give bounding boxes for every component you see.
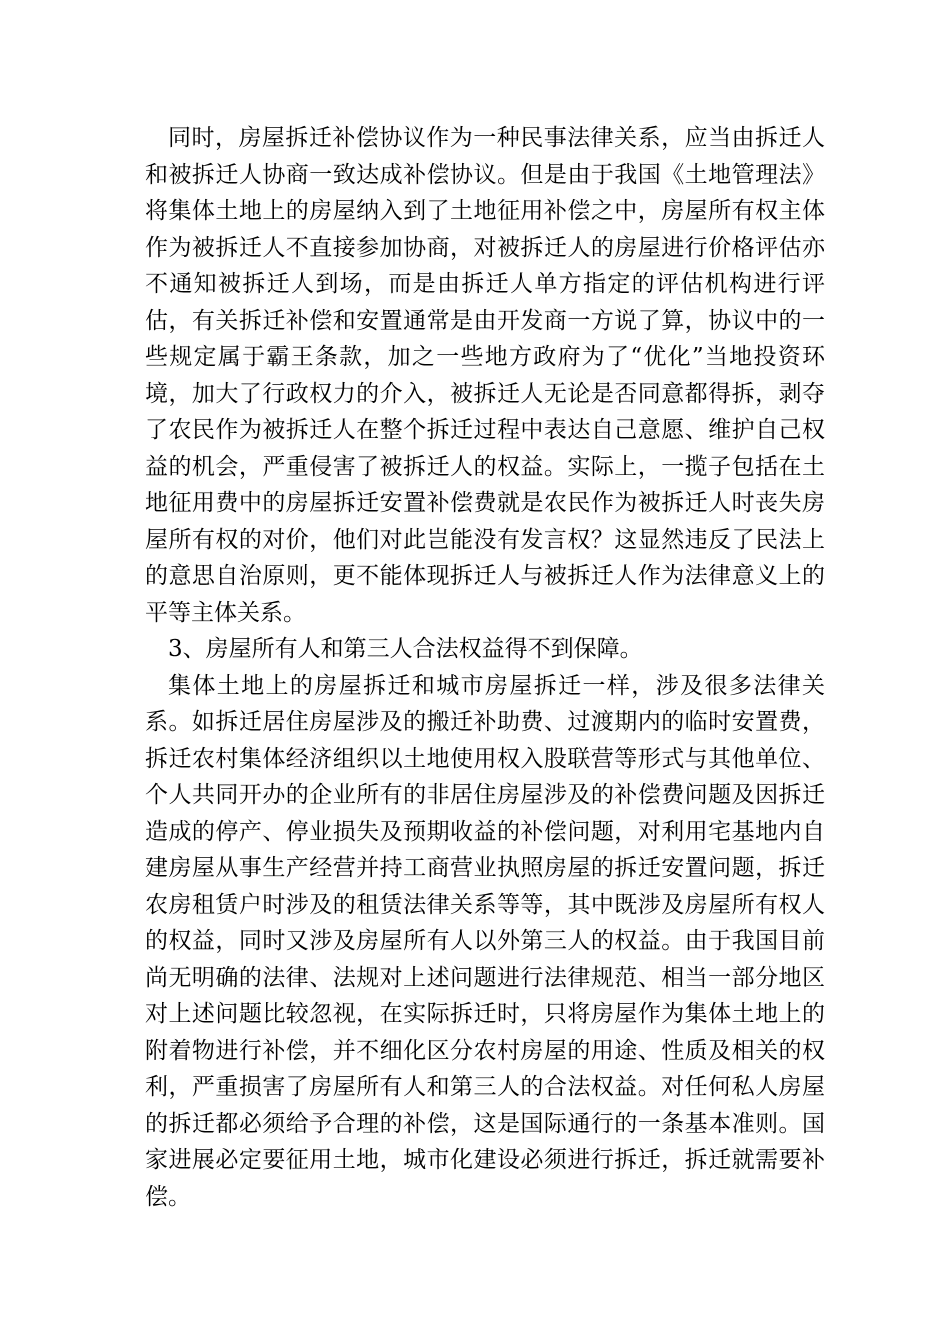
paragraph-compensation-agreement: 同时，房屋拆迁补偿协议作为一种民事法律关系，应当由拆迁人和被拆迁人协商一致达成补偿协议。但是由于我国《土地管理法》将集体土地上的房屋纳入到了土地征用补偿之中，房屋所有权主体作为被拆迁人不直接参加协商，对被拆迁人的房屋进行价格评估亦不通知被拆迁人到场，而是由拆迁人单方指定的评估机构进行评估，有关拆迁补偿和安置通常是由开发商一方说了算，协议中的一些规定属于霸王条款，加之一些地方政府为了“优化”当地投资环境，加大了行政权力的介入，被拆迁人无论是否同意都得拆，剥夺了农民作为被拆迁人在整个拆迁过程中表达自己意愿、维护自己权益的机会，严重侵害了被拆迁人的权益。实际上，一揽子包括在土地征用费中的房屋拆迁安置补偿费就是农民作为被拆迁人时丧失房屋所有权的对价，他们对此岂能没有发言权？这显然违反了民法上的意思自治原则，更不能体现拆迁人与被拆迁人作为法律意义上的平等主体关系。 bbox=[145, 125, 825, 626]
paragraph-third-party-rights: 集体土地上的房屋拆迁和城市房屋拆迁一样，涉及很多法律关系。如拆迁居住房屋涉及的搬迁补助费、过渡期内的临时安置费，拆迁农村集体经济组织以土地使用权入股联营等形式与其他单位、个人共同开办的企业所有的非居住房屋涉及的补偿费问题及因拆迁造成的停产、停业损失及预期收益的补偿问题，对利用宅基地内自建房屋从事生产经营并持工商营业执照房屋的拆迁安置问题，拆迁农房租赁户时涉及的租赁法律关系等等，其中既涉及房屋所有权人的权益，同时又涉及房屋所有人以外第三人的权益。由于我国目前尚无明确的法律、法规对上述问题进行法律规范、相当一部分地区对上述问题比较忽视，在实际拆迁时，只将房屋作为集体土地上的附着物进行补偿，并不细化区分农村房屋的用途、性质及相关的权利，严重损害了房屋所有人和第三人的合法权益。对任何私人房屋的拆迁都必须给予合理的补偿，这是国际通行的一条基本准则。国家进展必定要征用土地，城市化建设必须进行拆迁，拆迁就需要补偿。 bbox=[145, 672, 825, 1210]
document-body bbox=[145, 120, 825, 1215]
paragraph-section-heading-3: 3、房屋所有人和第三人合法权益得不到保障。 bbox=[168, 636, 643, 662]
